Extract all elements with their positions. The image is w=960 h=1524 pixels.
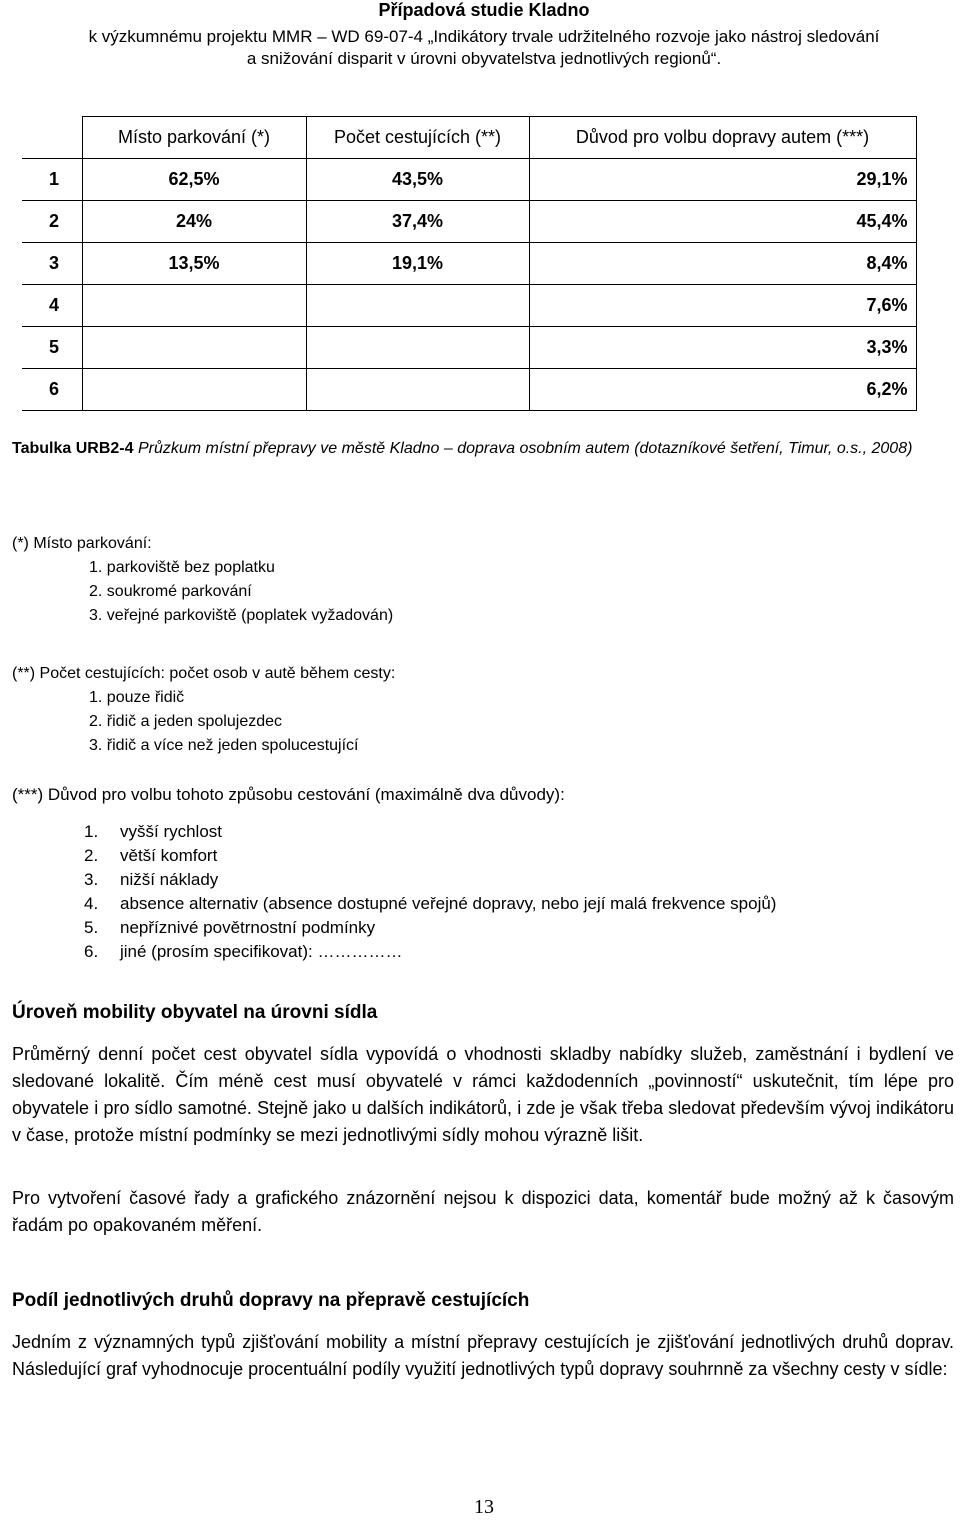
row-number: 4 [22, 285, 82, 327]
cell-parking: 24% [82, 201, 306, 243]
reason-item-number: 1. [84, 822, 99, 841]
caption-text: Průzkum místní přepravy ve městě Kladno – doprava osobním autem (dotazníkové šetření, Timur, o.s., 2008) [137, 440, 913, 457]
passengers-item: 1. pouze řidič [89, 689, 185, 706]
cell-reason: 8,4% [529, 243, 916, 285]
cell-parking: 13,5% [82, 243, 306, 285]
reason-item-text: vyšší rychlost [120, 822, 223, 841]
table-row [22, 243, 916, 285]
reason-item-text: nepříznivé povětrnostní podmínky [120, 918, 376, 937]
header-subtitle-line-1: k výzkumnému projektu MMR – WD 69-07-4 „Indikátory trvale udržitelného rozvoje jako nástroj sledování [88, 27, 880, 46]
document-title: Případová studie Kladno [378, 0, 590, 20]
section-transport-paragraph-1: Jedním z významných typů zjišťování mobility a místní přepravy cestujících je zjišťování jednotlivých druhů doprav. Následující graf vyhodnocuje procentuální podíly využití jednotlivých typů dopravy souhrnně za všechny cesty v sídle: [12, 1332, 954, 1379]
table-caption [12, 436, 952, 461]
cell-passengers: 43,5% [306, 159, 529, 201]
row-number: 3 [22, 243, 82, 285]
section-heading-mobility: Úroveň mobility obyvatel na úrovni sídla [12, 1002, 378, 1023]
cell-parking: 62,5% [82, 159, 306, 201]
reason-item-text: jiné (prosím specifikovat): …………… [120, 942, 403, 961]
cell-passengers [306, 285, 529, 327]
row-number: 6 [22, 369, 82, 411]
cell-reason: 3,3% [529, 327, 916, 369]
table-corner [22, 117, 82, 159]
reason-item-number: 2. [84, 846, 99, 865]
reason-item [84, 870, 218, 890]
reason-item-text: nižší náklady [120, 870, 219, 889]
table-row [22, 327, 916, 369]
row-number: 1 [22, 159, 82, 201]
table-row [22, 201, 916, 243]
survey-table [22, 116, 917, 411]
parking-item: 1. parkoviště bez poplatku [89, 559, 275, 576]
parking-note-title: (*) Místo parkování: [12, 535, 152, 552]
reason-item-text: větší komfort [120, 846, 218, 865]
reason-item-number: 4. [84, 894, 99, 913]
column-header-reason: Důvod pro volbu dopravy autem (***) [529, 117, 916, 159]
cell-reason: 7,6% [529, 285, 916, 327]
passengers-item: 2. řidič a jeden spolujezdec [89, 713, 283, 730]
reason-item-text: absence alternativ (absence dostupné veřejné dopravy, nebo její malá frekvence spojů) [120, 894, 777, 913]
passengers-note-title: (**) Počet cestujících: počet osob v autě během cesty: [12, 665, 396, 682]
cell-reason: 29,1% [529, 159, 916, 201]
parking-item: 2. soukromé parkování [89, 583, 252, 600]
column-header-passengers: Počet cestujících (**) [306, 117, 529, 159]
reason-item [84, 846, 217, 866]
section-mobility-paragraph-2: Pro vytvoření časové řady a grafického znázornění nejsou k dispozici data, komentář bude možný až k časovým řadám po opakovaném měření. [12, 1188, 954, 1235]
reason-item-number: 3. [84, 870, 99, 889]
reason-item [84, 822, 222, 842]
column-header-parking: Místo parkování (*) [82, 117, 306, 159]
reason-item-number: 5. [84, 918, 99, 937]
cell-reason: 45,4% [529, 201, 916, 243]
cell-passengers [306, 327, 529, 369]
reason-item [84, 894, 776, 914]
cell-parking [82, 369, 306, 411]
table-header-row [22, 117, 916, 159]
reason-note-title: (***) Důvod pro volbu tohoto způsobu cestování (maximálně dva důvody): [12, 785, 565, 804]
section-heading-transport-share: Podíl jednotlivých druhů dopravy na přepravě cestujících [12, 1290, 530, 1311]
page-number: 13 [474, 1496, 494, 1518]
passengers-item: 3. řidič a více než jeden spolucestující [89, 737, 359, 754]
row-number: 2 [22, 201, 82, 243]
row-number: 5 [22, 327, 82, 369]
reason-item [84, 942, 402, 962]
section-mobility-paragraph-1: Průměrný denní počet cest obyvatel sídla vypovídá o vhodnosti skladby nabídky služeb, zaměstnání i bydlení ve sledované lokalitě. Čím méně cest musí obyvatelé v rámci každodenních „povinností“ uskutečnit, tím lépe pro obyvatele i pro sídlo samotné. Stejně jako u dalších indikátorů, i zde je však třeba sledovat především vývoj indikátoru v čase, protože místní podmínky se mezi jednotlivými sídly mohou výrazně lišit. [12, 1044, 954, 1145]
cell-parking [82, 327, 306, 369]
table-row [22, 369, 916, 411]
table-row [22, 159, 916, 201]
cell-passengers [306, 369, 529, 411]
parking-item: 3. veřejné parkoviště (poplatek vyžadován) [89, 607, 394, 624]
reason-item [84, 918, 375, 938]
reason-item-number: 6. [84, 942, 99, 961]
cell-reason: 6,2% [529, 369, 916, 411]
table-row [22, 285, 916, 327]
cell-parking [82, 285, 306, 327]
header-subtitle-line-2: a snižování disparit v úrovni obyvatelstva jednotlivých regionů“. [246, 49, 722, 68]
cell-passengers: 19,1% [306, 243, 529, 285]
cell-passengers: 37,4% [306, 201, 529, 243]
caption-label: Tabulka URB2-4 [12, 440, 134, 457]
